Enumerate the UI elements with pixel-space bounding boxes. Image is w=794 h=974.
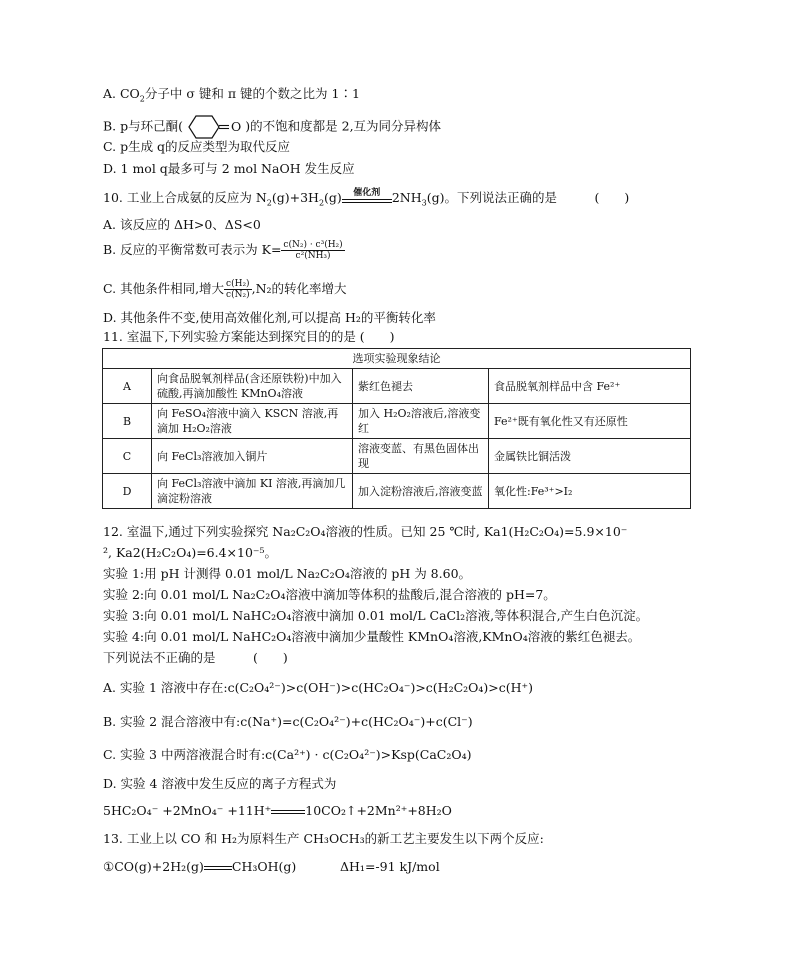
q13-stem: 13. 工业上以 CO 和 H₂为原料生产 CH₃OCH₃的新工艺主要发生以下两个反应:: [103, 831, 544, 846]
q9-option-a: A. $CO_2$分子中 σ 键和 π 键的个数之比为 1∶1: [103, 86, 360, 104]
ratio-fraction: $\frac{\text{c(H₂)}}{\text{c(N₂)}}$: [226, 279, 250, 300]
table-row: B 向 FeSO₄溶液中滴入 KSCN 溶液,再滴加 H₂O₂溶液 加入 H₂O₂溶液后,溶液变红 Fe²⁺既有氧化性又有还原性: [103, 404, 691, 439]
table-row: C 向 FeCl₃溶液加入铜片 溶液变蓝、有黑色固体出现 金属铁比铜活泼: [103, 439, 691, 474]
q12-experiment-1: 实验 1:用 pH 计测得 0.01 mol/L Na₂C₂O₄溶液的 pH 为 8.60。: [103, 566, 472, 581]
q9-option-c: C. p生成 q的反应类型为取代反应: [103, 139, 291, 154]
q9-option-b: B. p与环己酮( O )的不饱和度都是 2,互为同分异构体: [103, 114, 441, 140]
q12-stem-line2: ², Ka2(H₂C₂O₄)=6.4×10⁻⁵。: [103, 545, 278, 560]
q12-experiment-2: 实验 2:向 0.01 mol/L Na₂C₂O₄溶液中滴加等体积的盐酸后,混合溶液的 pH=7。: [103, 587, 556, 602]
q12-option-c: C. 实验 3 中两溶液混合时有:c(Ca²⁺) · c(C₂O₄²⁻)>Ksp(CaC₂O₄): [103, 747, 472, 762]
table-header: 选项实验现象结论: [103, 349, 691, 369]
equals-arrow-icon: [271, 808, 305, 816]
q12-experiment-3: 实验 3:向 0.01 mol/L NaHC₂O₄溶液中滴加 0.01 mol/L CaCl₂溶液,等体积混合,产生白色沉淀。: [103, 608, 649, 623]
equilibrium-constant-fraction: $\frac{\text{c(N₂) · c³(H₂)}}{\text{c²(NH₃)}}$: [283, 240, 343, 261]
q12-option-a: A. 实验 1 溶液中存在:c(C₂O₄²⁻)>c(OH⁻)>c(HC₂O₄⁻)>c(H₂C₂O₄)>c(H⁺): [103, 680, 534, 695]
q9-option-d: D. 1 mol q最多可与 2 mol NaOH 发生反应: [103, 161, 355, 176]
q10-option-a: A. 该反应的 ΔH>0、ΔS<0: [103, 217, 261, 232]
table-row: A 向食品脱氧剂样品(含还原铁粉)中加入硫酸,再滴加酸性 KMnO₄溶液 紫红色褪去 食品脱氧剂样品中含 Fe²⁺: [103, 369, 691, 404]
q10-option-c: C. 其他条件相同,增大 $\frac{\text{c(H₂)}}{\text{c(N₂)}}$ ,N₂的转化率增大: [103, 279, 347, 300]
q12-option-b: B. 实验 2 混合溶液中有:c(Na⁺)=c(C₂O₄²⁻)+c(HC₂O₄⁻)+c(Cl⁻): [103, 714, 473, 729]
q12-stem-line1: 12. 室温下,通过下列实验探究 Na₂C₂O₄溶液的性质。已知 25 ℃时, Ka1(H₂C₂O₄)=5.9×10⁻: [103, 524, 628, 539]
q12-question: 下列说法不正确的是 ( ): [103, 650, 288, 665]
reversible-arrow-icon: [204, 864, 232, 872]
q10-option-b: B. 反应的平衡常数可表示为 K= $\frac{\text{c(N₂) · c³(H₂)}}{\text{c²(NH₃)}}$: [103, 240, 343, 261]
q10-stem: 10. 工业上合成氨的反应为 $N_2(g)+3H_2(g)$ 催化剂 $2NH_3(g)$。下列说法正确的是 ( ): [103, 187, 630, 208]
q11-experiment-table: [102, 348, 691, 509]
q12-option-d: D. 实验 4 溶液中发生反应的离子方程式为: [103, 776, 337, 791]
table-row: D 向 FeCl₃溶液中滴加 KI 溶液,再滴加几滴淀粉溶液 加入淀粉溶液后,溶液变蓝 氧化性:Fe³⁺>I₂: [103, 474, 691, 509]
q12-ion-equation: 5HC₂O₄⁻ +2MnO₄⁻ +11H⁺ 10CO₂↑+2Mn²⁺+8H₂O: [103, 803, 452, 818]
q11-stem: 11. 室温下,下列实验方案能达到探究目的的是 ( ): [103, 329, 395, 344]
q10-option-d: D. 其他条件不变,使用高效催化剂,可以提高 H₂的平衡转化率: [103, 310, 436, 325]
q12-experiment-4: 实验 4:向 0.01 mol/L NaHC₂O₄溶液中滴加少量酸性 KMnO₄溶液,KMnO₄溶液的紫红色褪去。: [103, 629, 641, 644]
reversible-arrow-icon: 催化剂: [342, 192, 392, 206]
q13-reaction-1-enthalpy: ΔH₁=-91 kJ/mol: [340, 859, 440, 874]
q13-reaction-1: ①CO(g)+2H₂(g) CH₃OH(g): [103, 859, 297, 874]
